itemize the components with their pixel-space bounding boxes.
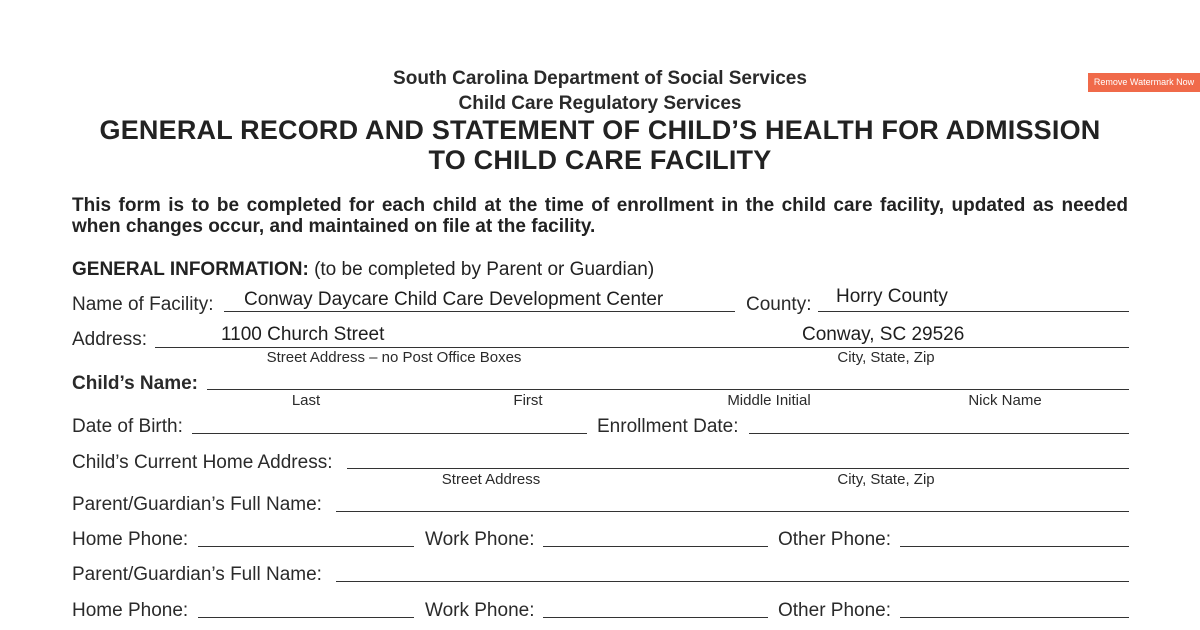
form-instructions: This form is to be completed for each child at the time of enrollment in the child care facility, updated as needed when changes occur, and maintained on file at the facility. xyxy=(72,195,1128,237)
enrollment-date-label: Enrollment Date: xyxy=(597,416,739,437)
section-note: (to be completed by Parent or Guardian) xyxy=(314,259,655,280)
enrollment-date-field-line[interactable] xyxy=(749,433,1129,434)
home-city-caption: City, State, Zip xyxy=(837,471,935,488)
county-label: County: xyxy=(746,294,812,315)
name-last-caption: Last xyxy=(291,392,321,409)
facility-label: Name of Facility: xyxy=(72,294,214,315)
other-phone-2-field-line[interactable] xyxy=(900,617,1129,618)
name-first-caption: First xyxy=(513,392,543,409)
facility-value[interactable]: Conway Daycare Child Care Development Center xyxy=(244,289,664,310)
dob-label: Date of Birth: xyxy=(72,416,183,437)
section-title: GENERAL INFORMATION: xyxy=(72,259,309,280)
address-city-value[interactable]: Conway, SC 29526 xyxy=(802,324,965,345)
division-name: Child Care Regulatory Services xyxy=(458,93,742,114)
work-phone-2-field-line[interactable] xyxy=(543,617,768,618)
section-heading xyxy=(72,259,654,281)
dob-field-line[interactable] xyxy=(192,433,587,434)
county-value[interactable]: Horry County xyxy=(836,286,948,307)
work-phone-1-field-line[interactable] xyxy=(543,546,768,547)
guardian-1-label: Parent/Guardian’s Full Name: xyxy=(72,494,322,515)
form-title-line-1: GENERAL RECORD AND STATEMENT OF CHILD’S HEALTH FOR ADMISSION xyxy=(99,115,1101,145)
home-address-field-line[interactable] xyxy=(347,468,1129,469)
home-phone-1-field-line[interactable] xyxy=(198,546,414,547)
address-field-line[interactable] xyxy=(155,347,1129,348)
name-middle-caption: Middle Initial xyxy=(727,392,811,409)
home-phone-1-label: Home Phone: xyxy=(72,529,189,550)
home-address-label: Child’s Current Home Address: xyxy=(72,452,333,473)
address-city-caption: City, State, Zip xyxy=(837,349,935,366)
child-name-field-line[interactable] xyxy=(207,389,1129,390)
name-nick-caption: Nick Name xyxy=(968,392,1042,409)
facility-field-line[interactable] xyxy=(224,311,735,312)
guardian-2-label: Parent/Guardian’s Full Name: xyxy=(72,564,322,585)
agency-name: South Carolina Department of Social Services xyxy=(393,68,807,89)
child-name-label: Child’s Name: xyxy=(72,373,198,394)
county-field-line[interactable] xyxy=(818,311,1129,312)
other-phone-1-label: Other Phone: xyxy=(778,529,892,550)
other-phone-2-label: Other Phone: xyxy=(778,600,892,621)
form-title-line-2: TO CHILD CARE FACILITY xyxy=(428,145,772,175)
guardian-2-field-line[interactable] xyxy=(336,581,1129,582)
form-title xyxy=(0,115,1200,175)
work-phone-2-label: Work Phone: xyxy=(425,600,535,621)
home-street-caption: Street Address xyxy=(441,471,541,488)
address-street-caption: Street Address – no Post Office Boxes xyxy=(266,349,522,366)
home-phone-2-label: Home Phone: xyxy=(72,600,189,621)
work-phone-1-label: Work Phone: xyxy=(425,529,535,550)
address-label: Address: xyxy=(72,329,147,350)
remove-watermark-button[interactable]: Remove Watermark Now xyxy=(1088,73,1200,92)
other-phone-1-field-line[interactable] xyxy=(900,546,1129,547)
guardian-1-field-line[interactable] xyxy=(336,511,1129,512)
address-street-value[interactable]: 1100 Church Street xyxy=(221,324,385,345)
home-phone-2-field-line[interactable] xyxy=(198,617,414,618)
